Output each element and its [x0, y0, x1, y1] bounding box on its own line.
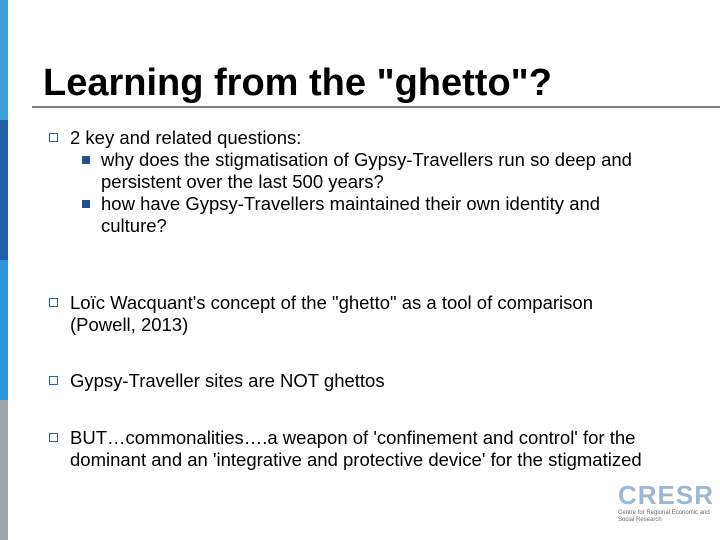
accent-segment [0, 120, 8, 260]
square-bullet-icon [49, 133, 58, 142]
sub-bullet-item [82, 193, 661, 237]
bullet-item [49, 292, 661, 336]
bullet-text: Gypsy-Traveller sites are NOT ghettos [70, 370, 385, 391]
accent-segment [0, 400, 8, 540]
bullet-text: Loïc Wacquant's concept of the "ghetto" as a tool of comparison (Powell, 2013) [70, 292, 593, 335]
sub-bullet-text: how have Gypsy-Travellers maintained their own identity and culture? [101, 193, 601, 236]
filled-square-bullet-icon [82, 156, 90, 164]
bullet-item [49, 370, 661, 392]
logo-tagline: Centre for Regional Economic and Social Research [618, 510, 710, 523]
square-bullet-icon [49, 433, 58, 442]
slide-title: Learning from the "ghetto"? [43, 62, 552, 104]
accent-segment [0, 260, 8, 400]
accent-segment [0, 0, 8, 120]
bullet-text: BUT…commonalities….a weapon of 'confinement and control' for the dominant and an 'integrative and protective device' for the stigmatized [70, 427, 642, 470]
title-divider [32, 106, 720, 108]
sub-bullet-text: why does the stigmatisation of Gypsy-Travellers run so deep and persistent over the last 500 years? [101, 149, 632, 192]
square-bullet-icon [49, 376, 58, 385]
logo-wordmark: CRESR [618, 480, 715, 510]
filled-square-bullet-icon [82, 200, 90, 208]
bullet-item [49, 427, 661, 471]
square-bullet-icon [49, 298, 58, 307]
bullet-item [49, 127, 661, 237]
cresr-logo [618, 480, 715, 528]
bullet-text: 2 key and related questions: [70, 127, 302, 148]
sub-bullet-item [82, 149, 661, 193]
left-accent-bar [0, 0, 8, 540]
